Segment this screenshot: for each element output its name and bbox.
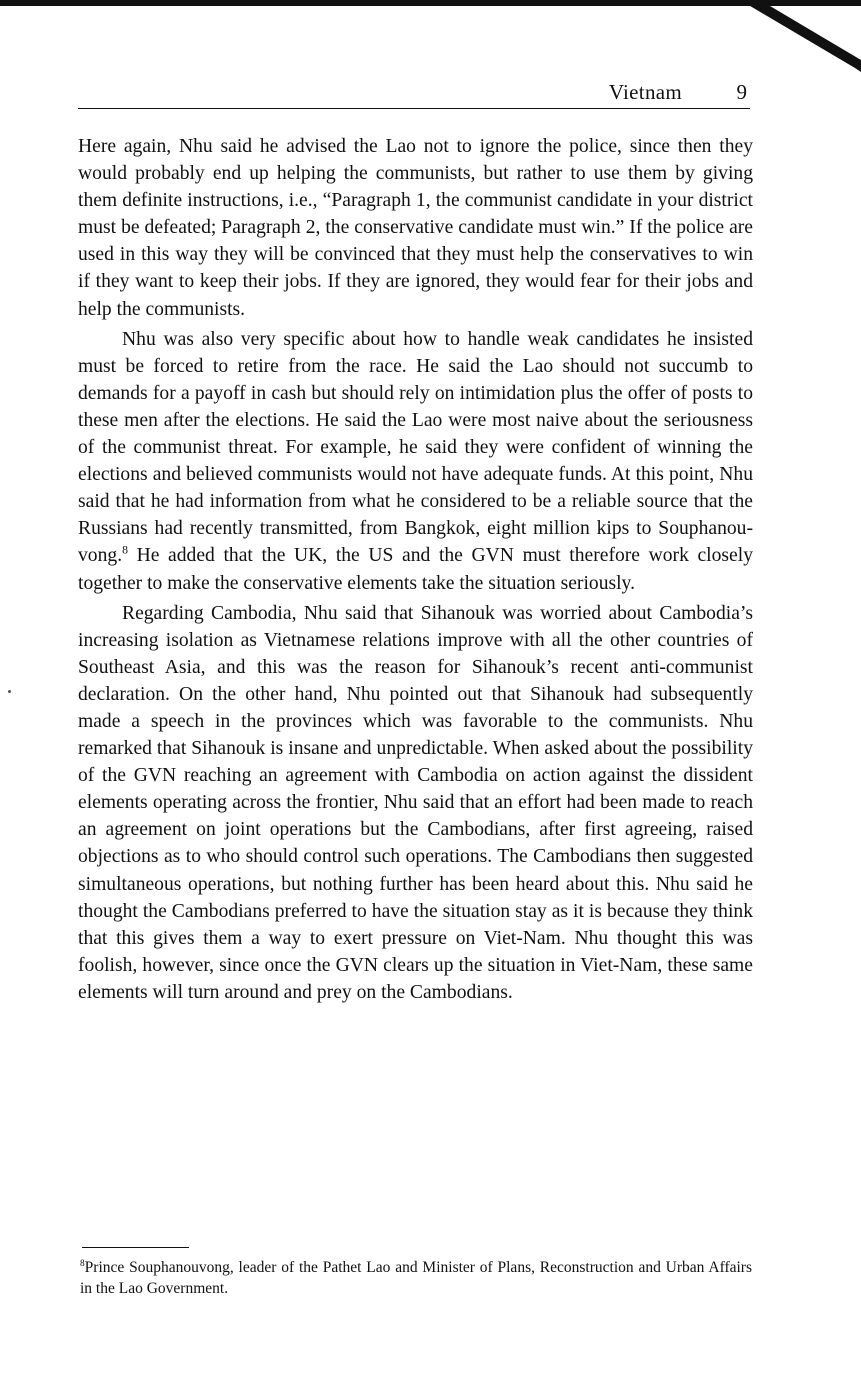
footnote xyxy=(80,1257,752,1299)
page-number: 9 xyxy=(736,80,747,104)
running-title: Vietnam xyxy=(608,80,682,104)
scan-corner-fold xyxy=(740,0,861,75)
body-text xyxy=(78,133,753,1009)
running-header xyxy=(78,80,750,109)
footnote-divider xyxy=(82,1247,189,1248)
footnote-text: Prince Souphanouvong, leader of the Pathet Lao and Minister of Plans, Reconstruction and Urban Affairs in the Lao Government. xyxy=(80,1259,752,1297)
paragraph-weak-candidates-text: Nhu was also very specific about how to handle weak candidates he insisted must be forced to retire from the race. He said the Lao should not succumb to demands for a payoff in cash but should rely on intimidation plus the offer of posts to these men after the elections. He said the Lao were most naive about the seriousness of the communist threat. For example, he said they were confident of winning the elections and believed communists would not have adequate funds. At this point, Nhu said that he had information from what he considered to be a reliable source that the Russians had recently transmitted, from Bangkok, eight million kips to Souphanouvong. xyxy=(78,328,753,567)
scan-top-edge xyxy=(0,0,861,14)
footnote-marker: 8 xyxy=(80,1258,85,1269)
paragraph-weak-candidates-continued: He added that the UK, the US and the GVN must therefore work closely together to make the conservative elements take the situation seriously. xyxy=(78,545,753,594)
paragraph-police: Here again, Nhu said he advised the Lao not to ignore the police, since then they would probably end up helping the communists, but rather to use them by giving them definite instructions, i.e., “Paragraph 1, the communist candidate in your district must be defeated; Paragraph 2, the conservative candidate must win.” If the police are used in this way they will be convinced that they must help the conservatives to win if they want to keep their jobs. If they are ignored, they would fear for their jobs and help the communists. xyxy=(78,136,753,320)
paragraph-cambodia: Regarding Cambodia, Nhu said that Sihanouk was worried about Cambodia’s increasing isolation as Vietnamese relations improve with all the other countries of Southeast Asia, and this was the reason for Sihanouk’s recent anti-communist declaration. On the other hand, Nhu pointed out that Sihanouk had subsequently made a speech in the provinces which was favorable to the communists. Nhu remarked that Sihanouk is insane and unpredictable. When asked about the possibility of the GVN reaching an agreement with Cambodia on action against the dissident elements operating across the frontier, Nhu said that an effort had been made to reach an agreement on joint operations but the Cambodians, after first agreeing, raised objections as to who should control such operations. The Cambodians then suggested simultaneous operations, but nothing further has been heard about this. Nhu said he thought the Cambodians preferred to have the situation stay as it is because they think that this gives them a way to exert pressure on Viet-Nam. Nhu thought this was foolish, however, since once the GVN clears up the situation in Viet-Nam, these same elements will turn around and prey on the Cambodians. xyxy=(78,602,753,1003)
footnote-reference: 8 xyxy=(122,543,128,557)
scan-speck xyxy=(8,690,11,693)
paragraph-weak-candidates xyxy=(78,326,753,597)
